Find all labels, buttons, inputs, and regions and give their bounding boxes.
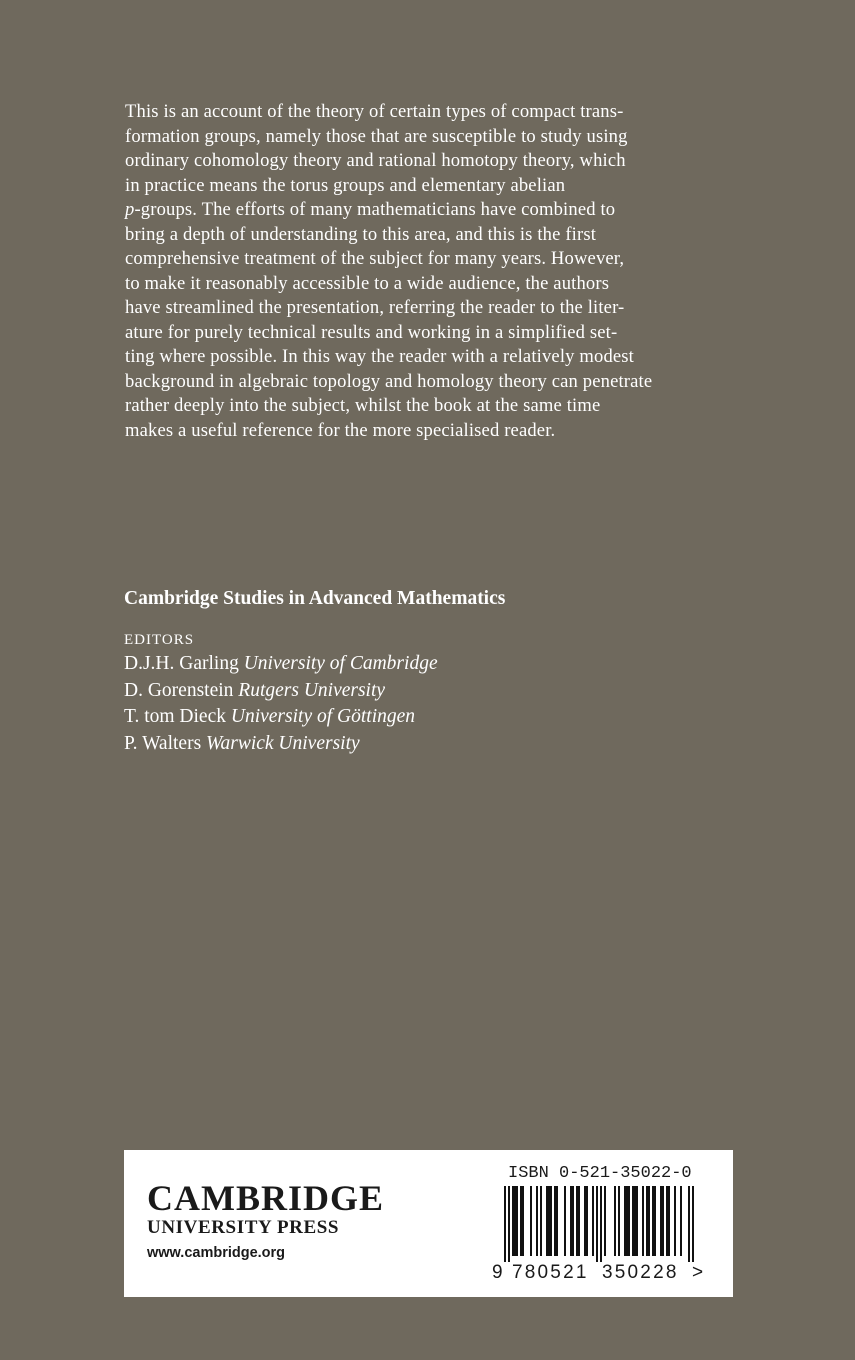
editor-entry xyxy=(124,651,438,678)
barcode-bar xyxy=(618,1186,620,1256)
barcode-bar xyxy=(550,1186,552,1256)
barcode-bar xyxy=(504,1186,506,1262)
barcode-bar xyxy=(548,1186,550,1256)
description-line: bring a depth of understanding to this area, and this is the first xyxy=(125,223,597,245)
description-line: comprehensive treatment of the subject for many years. However, xyxy=(125,248,625,269)
barcode-bar xyxy=(652,1186,654,1256)
barcode-bar xyxy=(600,1186,602,1262)
publisher-name: CAMBRIDGE xyxy=(147,1178,385,1218)
description-line: to make it reasonably accessible to a wide audience, the authors xyxy=(125,272,610,294)
description-line-p-groups xyxy=(125,198,740,223)
italic-p: p xyxy=(125,199,135,220)
barcode-bar xyxy=(666,1186,668,1256)
description-line: have streamlined the presentation, referring the reader to the liter- xyxy=(125,297,625,318)
barcode-bar xyxy=(514,1186,516,1256)
barcode-block xyxy=(490,1164,720,1290)
description-line: background in algebraic topology and homology theory can penetrate xyxy=(125,370,653,392)
barcode-bar xyxy=(530,1186,532,1256)
barcode-bar xyxy=(592,1186,594,1256)
barcode-bar xyxy=(626,1186,628,1256)
barcode-left-digits: 780521 xyxy=(512,1262,589,1283)
barcode-bar xyxy=(642,1186,644,1256)
publisher-subtitle: UNIVERSITY PRESS xyxy=(147,1217,340,1238)
barcode-bar xyxy=(660,1186,662,1256)
barcode-quiet-marker: > xyxy=(692,1262,704,1283)
barcode-bar xyxy=(540,1186,542,1256)
editor-affiliation: Rutgers University xyxy=(238,679,386,701)
barcode-bar xyxy=(604,1186,606,1256)
publisher-barcode-panel xyxy=(124,1150,733,1297)
barcode-bar xyxy=(572,1186,574,1256)
barcode-bar xyxy=(654,1186,656,1256)
barcode-bar xyxy=(662,1186,664,1256)
editor-entry xyxy=(124,678,438,705)
barcode-bar xyxy=(586,1186,588,1256)
barcode-bar xyxy=(576,1186,578,1256)
barcode-bar xyxy=(584,1186,586,1256)
barcode-bar xyxy=(632,1186,634,1256)
barcode-bar xyxy=(556,1186,558,1256)
barcode-bar xyxy=(648,1186,650,1256)
editor-entry xyxy=(124,731,438,758)
barcode-bar xyxy=(636,1186,638,1256)
description-line-text: -groups. The efforts of many mathematicians have combined to xyxy=(134,199,616,220)
barcode-bar xyxy=(578,1186,580,1256)
editor-entry xyxy=(124,704,438,731)
editor-name: T. tom Dieck xyxy=(124,706,226,727)
barcode-bar xyxy=(634,1186,636,1256)
editor-name: P. Walters xyxy=(124,732,202,754)
description-line: rather deeply into the subject, whilst the book at the same time xyxy=(125,395,601,416)
barcode-icon xyxy=(490,1186,720,1262)
barcode-bar xyxy=(512,1186,514,1256)
barcode-right-digits: 350228 xyxy=(602,1262,679,1283)
editor-affiliation: Warwick University xyxy=(206,732,360,754)
barcode-bar xyxy=(570,1186,572,1256)
barcode-digits xyxy=(490,1260,720,1286)
barcode-bar xyxy=(646,1186,648,1256)
barcode-bar xyxy=(692,1186,694,1262)
barcode-bar xyxy=(596,1186,598,1262)
barcode-bar xyxy=(668,1186,670,1256)
series-title: Cambridge Studies in Advanced Mathematics xyxy=(124,588,506,609)
barcode-bar xyxy=(508,1186,510,1262)
editor-affiliation: University of Göttingen xyxy=(230,706,416,727)
description-line: in practice means the torus groups and elementary abelian xyxy=(125,174,566,196)
isbn-text: ISBN 0-521-35022-0 xyxy=(508,1164,692,1183)
barcode-bar xyxy=(674,1186,676,1256)
barcode-bar xyxy=(516,1186,518,1256)
barcode-bar xyxy=(628,1186,630,1256)
barcode-bar xyxy=(554,1186,556,1256)
back-cover-description xyxy=(125,100,740,443)
barcode-bar xyxy=(680,1186,682,1256)
description-line: ordinary cohomology theory and rational homotopy theory, which xyxy=(125,150,626,171)
description-line: ting where possible. In this way the reader with a relatively modest xyxy=(125,346,634,367)
barcode-bar xyxy=(564,1186,566,1256)
barcode-bar xyxy=(520,1186,522,1256)
description-line: formation groups, namely those that are susceptible to study using xyxy=(125,125,628,147)
barcode-bar xyxy=(522,1186,524,1256)
description-line: This is an account of the theory of certain types of compact trans- xyxy=(125,101,624,122)
barcode-first-digit: 9 xyxy=(492,1262,503,1283)
barcode-bar xyxy=(688,1186,690,1262)
publisher-logo xyxy=(147,1180,384,1263)
editors-heading: EDITORS xyxy=(124,632,195,648)
description-line: makes a useful reference for the more specialised reader. xyxy=(125,419,556,441)
barcode-bar xyxy=(614,1186,616,1256)
description-line: ature for purely technical results and working in a simplified set- xyxy=(125,321,618,343)
barcode-bar xyxy=(536,1186,538,1256)
publisher-url: www.cambridge.org xyxy=(147,1245,286,1261)
barcode-bar xyxy=(624,1186,626,1256)
barcode-bar xyxy=(546,1186,548,1256)
editor-name: D.J.H. Garling xyxy=(124,653,239,674)
editor-affiliation: University of Cambridge xyxy=(243,653,438,674)
editors-list xyxy=(124,630,438,757)
editor-name: D. Gorenstein xyxy=(124,679,234,701)
